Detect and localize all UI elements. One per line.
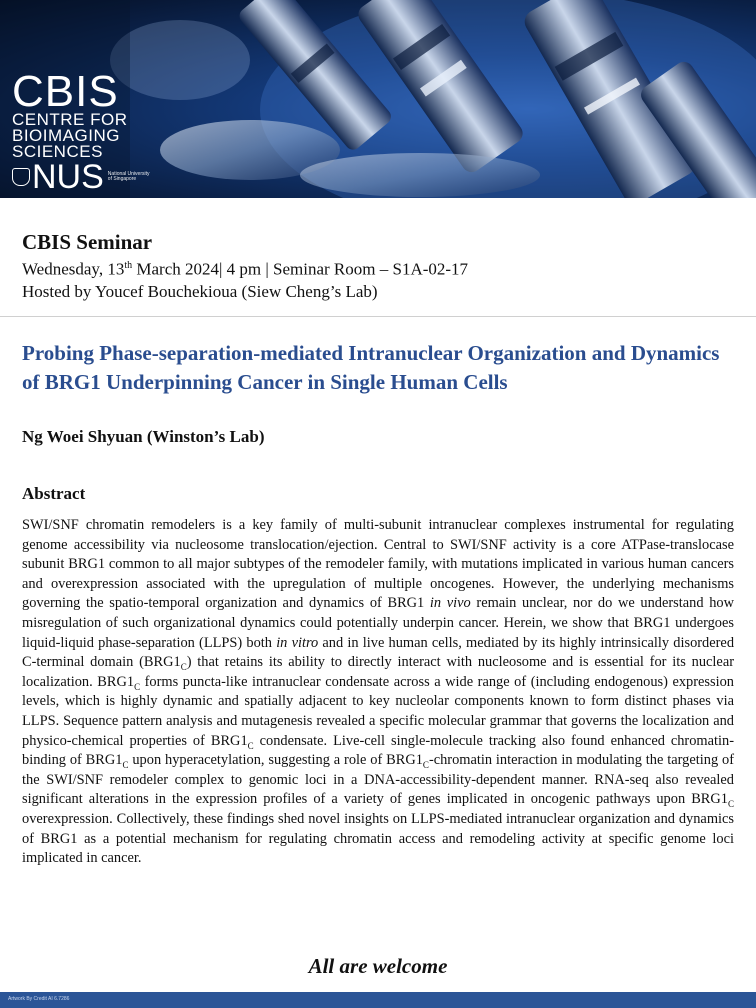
logo-nus-sub-1: National University [107, 171, 150, 177]
talk-title: Probing Phase-separation-mediated Intranuclear Organization and Dynamics of BRG1 Underpinning Cancer in Single Human Cells [22, 341, 720, 394]
seminar-host: Hosted by Youcef Bouchekioua (Siew Cheng’s Lab) [22, 281, 378, 301]
date-day: Wednesday, 13 [22, 259, 125, 279]
subscript: C [422, 760, 429, 770]
header-banner [0, 0, 756, 198]
abstract-text: SWI/SNF chromatin remodelers is a key family of multi-subunit intranuclear complexes instrumental for regulating genome accessibility via nucleosome translocation/ejection. Central to SWI/SNF activity is a core ATPase-translocase subunit BRG1 common to all major subtypes of the remodeler family, with mutations implicated in various human cancers and overexpression associated with the upregulation of multiple oncogenes. However, the underlying mechanisms governing the spatio-temporal organization and dynamics of BRG1 [22, 517, 734, 612]
abstract-body [22, 516, 734, 869]
speaker-name: Ng Woei Shyuan (Winston’s Lab) [22, 427, 265, 446]
abstract-text: forms puncta-like intranuclear condensate across a wide range of (including endogenous) expression levels, which is highly dynamic and spatially adjacent to key nucleolar components known to form distinct phases via LLPS. Sequence pattern analysis and mutagenesis revealed a specific molecular grammar that governs the localization and physico-chemical properties of BRG1 [22, 673, 735, 749]
subscript: C [122, 760, 129, 770]
logo-line-1: CENTRE FOR [12, 110, 128, 129]
divider [0, 316, 756, 317]
abstract-text: remain unclear, nor do we understand how misregulation of such organizational dynamics could potentially underpin cancer. Herein, we show that BRG1 undergoes liquid-liquid phase-separation (LLPS) both [22, 595, 734, 651]
nus-crest-icon [12, 168, 30, 186]
logo-nus-sub-2: of Singapore [107, 176, 137, 182]
subscript: C [134, 681, 141, 692]
logo-nus-text: NUS [32, 158, 104, 196]
seminar-date-venue [22, 255, 742, 281]
seminar-header [22, 229, 742, 303]
subscript: C [247, 740, 254, 751]
abstract-text: upon hyperacetylation, suggesting a role of BRG1 [128, 752, 423, 769]
logo-line-2: BIOIMAGING [12, 126, 120, 145]
abstract-text: overexpression. Collectively, these findings shed novel insights on LLPS-mediated intranuclear organization and dynamics of BRG1 as a potential mechanism for regulating chromatin access and remodeling activity at specific genome loci implicated in cancer. [22, 810, 734, 867]
date-rest: March 2024| 4 pm | Seminar Room – S1A-02-17 [132, 259, 469, 279]
abstract-italic: in vivo [429, 595, 471, 612]
abstract-italic: in vitro [276, 634, 319, 651]
subscript: C [180, 662, 187, 673]
logo-cbis-text: CBIS [12, 67, 119, 116]
artwork-credit: Artwork By Credit AI 6.7286 [8, 996, 70, 1002]
abstract-text: -chromatin interaction in modulating the targeting of the SWI/SNF remodeler complex to genomic loci in a DNA-accessibility-dependent manner. RNA-seq also revealed significant alterations in the expression profiles of a variety of genes implicated in oncogenic pathways upon BRG1 [22, 752, 734, 808]
subscript: C [727, 799, 734, 810]
logo-line-3: SCIENCES [12, 142, 103, 161]
cbis-nus-logo [12, 67, 150, 196]
abstract-text: and in live human cells, mediated by its highly intrinsically disordered C-terminal domain (BRG1 [22, 634, 735, 671]
abstract-text: condensate. Live-cell single-molecule tracking also found enhanced chromatin-binding of BRG1 [22, 732, 734, 769]
seminar-title: CBIS Seminar [22, 230, 153, 254]
abstract-text: ) that retains its ability to directly interact with nucleosome and is essential for its nuclear localization. BRG1 [22, 654, 734, 690]
abstract-heading: Abstract [22, 484, 86, 503]
welcome-message: All are welcome [308, 954, 448, 978]
date-suffix: th [124, 260, 133, 271]
footer-bar [0, 992, 756, 1008]
